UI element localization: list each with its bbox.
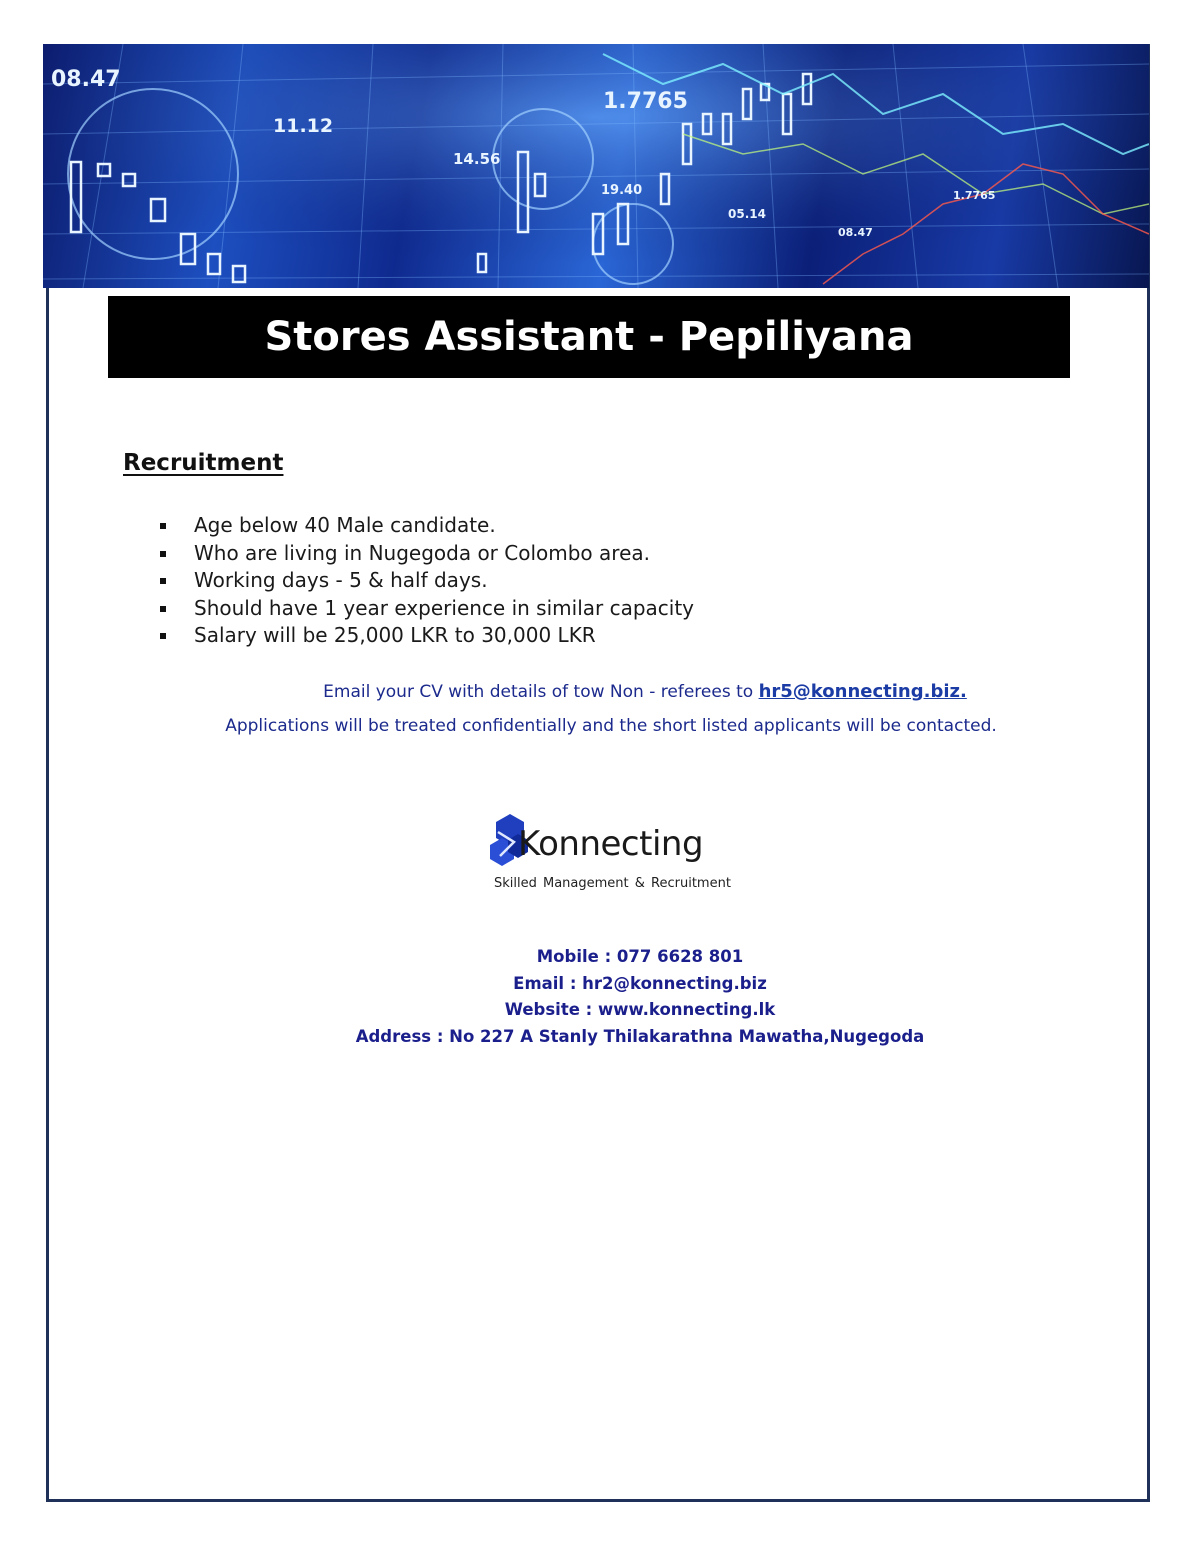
company-logo [488, 806, 788, 902]
contact-mobile: Mobile : 077 6628 801 [536, 947, 744, 966]
list-item [160, 595, 694, 623]
bullet-icon [160, 551, 166, 557]
banner-figure: 1.7765 [603, 89, 688, 114]
list-item [160, 540, 694, 568]
logo-tagline: Skilled Management & Recruitment [494, 876, 731, 891]
confidentiality-note: Applications will be treated confidentially and the short listed applicants will be contacted. [225, 716, 997, 736]
contact-email: Email : hr2@konnecting.biz [513, 973, 767, 993]
apply-instructions [0, 681, 1200, 702]
requirements-list [160, 512, 694, 650]
recruitment-heading: Recruitment [123, 450, 284, 476]
banner-figure: 19.40 [601, 183, 643, 198]
requirement-text: Age below 40 Male candidate. [194, 513, 496, 537]
apply-email-link[interactable]: hr5@konnecting.biz. [758, 681, 967, 702]
banner-figure: 08.47 [51, 67, 121, 92]
job-title-bar [108, 296, 1070, 378]
requirement-text: Should have 1 year experience in similar capacity [194, 595, 695, 620]
list-item [160, 622, 694, 650]
apply-text: Email your CV with details of tow Non - referees to [323, 682, 754, 702]
banner-figure: 05.14 [728, 207, 766, 221]
requirement-text: Salary will be 25,000 LKR to 30,000 LKR [194, 623, 596, 647]
bullet-icon [160, 633, 166, 639]
banner-figure: 11.12 [273, 115, 334, 137]
job-title: Stores Assistant - Pepiliyana [264, 314, 914, 360]
banner-figure: 08.47 [838, 226, 873, 239]
bullet-icon [160, 523, 166, 529]
banner-figure: 14.56 [453, 150, 501, 168]
contact-details [0, 944, 1200, 1050]
bullet-icon [160, 578, 166, 584]
contact-address: Address : No 227 A Stanly Thilakarathna Mawatha,Nugegoda [355, 1026, 925, 1046]
requirement-text: Who are living in Nugegoda or Colombo area. [194, 540, 650, 565]
banner-graphic [43, 44, 1149, 288]
contact-website: Website : www.konnecting.lk [504, 1000, 776, 1019]
requirement-text: Working days - 5 & half days. [194, 568, 488, 592]
list-item [160, 512, 694, 540]
banner-figure: 1.7765 [953, 189, 996, 202]
stock-chart-banner [43, 44, 1149, 288]
bullet-icon [160, 606, 166, 612]
logo-wordmark: Konnecting [518, 824, 704, 864]
list-item [160, 567, 694, 595]
